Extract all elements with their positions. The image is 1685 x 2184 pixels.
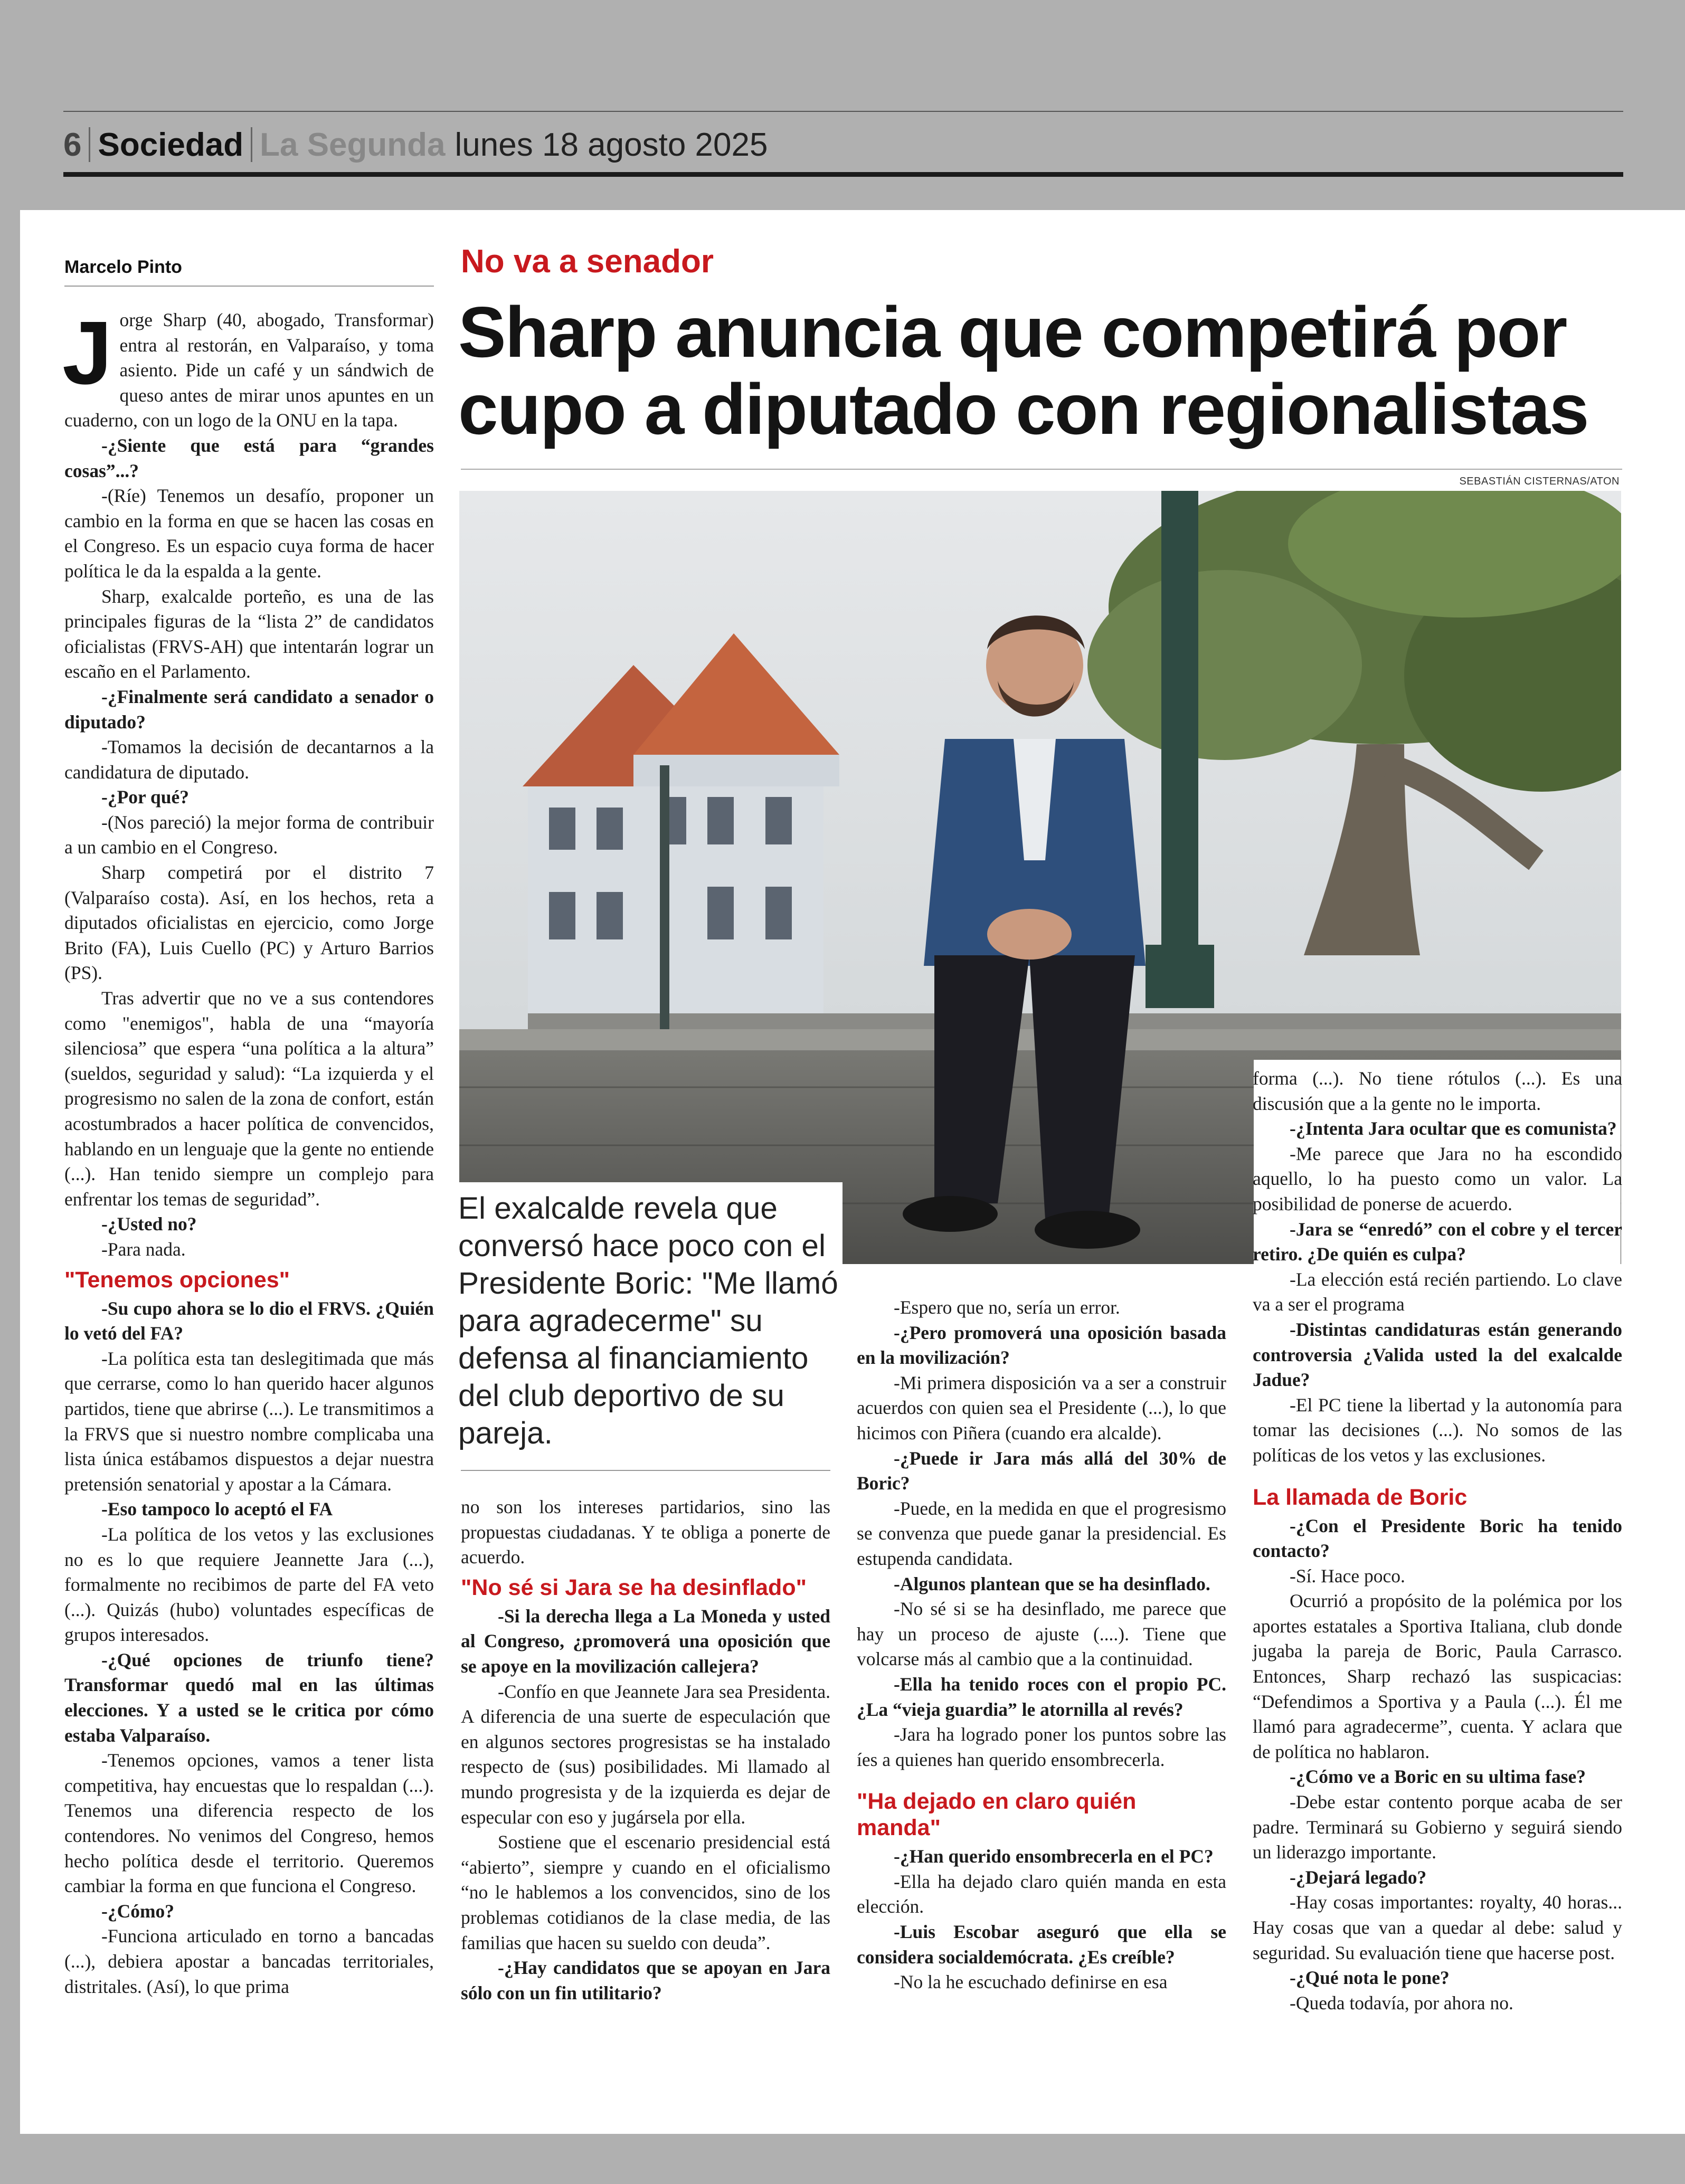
question: -¿Por qué? [101,786,189,808]
header-bottom-rule [63,172,1623,177]
byline-rule [64,286,434,287]
question: -¿Puede ir Jara más allá del 30% de Boric? [857,1447,1226,1494]
header-line [63,118,768,171]
author-byline: Marcelo Pinto [64,257,182,277]
question: -¿Siente que está para “grandes cosas”...? [64,434,434,481]
question: -Luis Escobar aseguró que ella se considera socialdemócrata. ¿Es creíble? [857,1921,1226,1968]
question: -¿Intenta Jara ocultar que es comunista? [1290,1118,1617,1140]
newspaper-name: La Segunda [260,126,446,163]
answer: -La política esta tan deslegitimada que más que cerrarse, como lo han querido hacer algunos partidos, tiene que abrirse (...). Le transmitimos a la FRVS que si nuestro nombre complicaba una lista única estábamos dispuestos a dejar nuestra pretensión senatorial y apostar a la Cámara. [64,1347,434,1495]
text-column-1 [62,303,434,1999]
question: -¿Qué nota le pone? [1290,1967,1450,1989]
page-header [63,103,1623,182]
dropcap-letter: J [62,303,112,403]
paragraph: Ocurrió a propósito de la polémica por los aportes estatales a Sportiva Italiana, club donde jugaba la pareja de Boric, Paula Carrasco. Entonces, Sharp rechazó las suspicacias: “Defendimos a Sportiva y a Paula (...). Él me llamó para agradecerme”, cuenta. Y aclara que de política no hablaron. [1253,1590,1622,1762]
question: -¿Con el Presidente Boric ha tenido contacto? [1253,1515,1622,1562]
question: -Ella ha tenido roces con el propio PC. ¿La “vieja guardia” le atornilla al revés? [857,1673,1226,1720]
question: -Eso tampoco lo aceptó el FA [101,1498,333,1520]
question: -¿Cómo ve a Boric en su ultima fase? [1290,1766,1586,1788]
header-top-rule [63,111,1623,112]
question: -¿Hay candidatos que se apoyan en Jara sólo con un fin utilitario? [461,1957,830,2003]
question: -¿Cómo? [101,1900,175,1922]
headline-rule [461,469,1622,470]
answer: -Me parece que Jara no ha escondido aquello, lo ha puesto como un valor. La posibilidad de ponerse de acuerdo. [1253,1143,1622,1214]
question: -Su cupo ahora se lo dio el FRVS. ¿Quién lo vetó del FA? [64,1297,434,1344]
answer: -(Ríe) Tenemos un desafío, proponer un cambio en la forma en que se hacen las cosas en el Congreso. Es un espacio cuya forma de hacer política le da la espalda a la gente. [64,485,434,582]
answer: -Ella ha dejado claro quién manda en esta elección. [857,1870,1226,1917]
question: -Jara se “enredó” con el cobre y el tercer retiro. ¿De quién es culpa? [1253,1218,1622,1265]
deck-rule [461,1470,830,1471]
answer: -No la he escuchado definirse en esa [894,1971,1168,1993]
answer: -Espero que no, sería un error. [894,1297,1120,1318]
answer: -Sí. Hace poco. [1290,1565,1405,1587]
paragraph: Tras advertir que no ve a sus contendores como "enemigos", habla de una “mayoría silenciosa” que espera “una política a la altura” (sueldos, seguridad y salud): “La izquierda y el progresismo no salen de la zona de confort, están acostumbrados a hacer política de convencidos, hablando en un lenguaje que la gente no entiende (...). Han tenido siempre un complejo para enfrentar los temas de seguridad”. [64,987,434,1210]
article-kicker: No va a senador [461,243,714,280]
answer: forma (...). No tiene rótulos (...). Es una discusión que a la gente no le importa. [1253,1068,1622,1114]
paragraph: orge Sharp (40, abogado, Transformar) entra al restorán, en Valparaíso, y toma asiento. Pide un café y un sándwich de queso antes de mirar unos apuntes en un cuaderno, con un logo de la ONU en la tapa. [64,309,434,431]
article-deck [458,1182,843,1475]
paragraph: Sostiene que el escenario presidencial está “abierto”, siempre y cuando en el oficialismo “no le hablemos a los convencidos, sino de los problemas cotidianos de la clase media, de las familias que hacen su sueldo con deuda”. [461,1831,830,1953]
paragraph: Sharp competirá por el distrito 7 (Valparaíso costa). Así, en los hechos, reta a diputados oficialistas en ejercicio, como Jorge Brito (FA), Luis Cuello (PC) y Arturo Barrios (PS). [64,862,434,984]
page-number: 6 [63,126,82,163]
subheading: La llamada de Boric [1253,1484,1468,1510]
section-name: Sociedad [98,126,244,163]
text-column-4 [1253,1066,1622,2016]
issue-date: lunes 18 agosto 2025 [455,126,768,163]
answer: -Queda todavía, por ahora no. [1290,1992,1513,2014]
header-divider [251,127,252,162]
answer: -El PC tiene la libertad y la autonomía para tomar las decisiones (...). No somos de las políticas de los vetos y las exclusiones. [1253,1394,1622,1466]
question: -¿Han querido ensombrecerla en el PC? [894,1846,1214,1867]
article-headline: Sharp anuncia que competirá por cupo a diputado con regionalistas [458,292,1588,449]
question: -¿Finalmente será candidato a senador o diputado? [64,686,434,733]
answer: -Tenemos opciones, vamos a tener lista competitiva, hay encuestas que lo respaldan (...). Tenemos una diferencia respecto de los contendores. No venimos del Congreso, hemos hecho política desde el territorio. Queremos cambiar la forma en que funciona el Congreso. [64,1750,434,1897]
question: -Algunos plantean que se ha desinflado. [894,1573,1210,1594]
answer: no son los intereses partidarios, sino las propuestas ciudadanas. Y te obliga a ponerte de acuerdo. [461,1496,830,1568]
answer: -Debe estar contento porque acaba de ser padre. Terminará su Gobierno y seguirá siendo un liderazgo importante. [1253,1791,1622,1863]
answer: -La política de los vetos y las exclusiones no es lo que requiere Jeannette Jara (...), formalmente no recibimos de parte del FA veto (...). Quizás (hubo) voluntades específicas de grupos interesados. [64,1523,434,1646]
photo-credit: SEBASTIÁN CISTERNAS/ATON [1459,476,1620,487]
answer: -Jara ha logrado poner los puntos sobre las íes a quienes han querido ensombrecerla. [857,1724,1226,1770]
subheading: "Tenemos opciones" [64,1267,290,1293]
subheading: "Ha dejado en claro quién manda" [857,1789,1137,1841]
text-column-2 [461,1495,830,2006]
paragraph: Sharp, exalcalde porteño, es una de las principales figuras de la “lista 2” de candidatos oficialistas (FRVS-AH) que intentarán lograr un escaño en el Parlamento. [64,585,434,682]
question: -Si la derecha llega a La Moneda y usted al Congreso, ¿promoverá una oposición que se apoye en la movilización callejera? [461,1605,830,1677]
answer: -Funciona articulado en torno a bancadas (...), debiera apostar a bancadas territoriales, distritales. (Así), lo que prima [64,1925,434,1997]
answer: -Hay cosas importantes: royalty, 40 horas... Hay cosas que van a quedar al debe: salud y seguridad. Su evaluación tiene que hacerse post. [1253,1892,1622,1963]
answer: -Confío en que Jeannete Jara sea Presidenta. A diferencia de una suerte de especulación que en algunos sectores progresistas se ha instalado respecto de (sus) posibilidades. Mi llamado al mundo progresista y de la izquierda es dejar de especular con eso y jugársela por ella. [461,1680,830,1828]
subheading: "No sé si Jara se ha desinflado" [461,1574,807,1600]
answer: -La elección está recién partiendo. Lo clave va a ser el programa [1253,1268,1622,1315]
question: -¿Qué opciones de triunfo tiene? Transformar quedó mal en las últimas elecciones. Y a usted se le critica por cómo estaba Valparaíso. [64,1649,434,1746]
question: -¿Pero promoverá una oposición basada en la movilización? [857,1322,1226,1369]
answer: -No sé si se ha desinflado, me parece que hay un proceso de ajuste (....). Tiene que volcarse más al cambio que a la continuidad. [857,1598,1226,1670]
answer: -Tomamos la decisión de decantarnos a la candidatura de diputado. [64,736,434,783]
answer: -Puede, en la medida en que el progresismo se convenza que puede ganar la presidencial. Es estupenda candidata. [857,1497,1226,1569]
answer: -(Nos pareció) la mejor forma de contribuir a un cambio en el Congreso. [64,811,434,858]
question: -¿Usted no? [101,1213,197,1235]
answer: -Para nada. [101,1238,186,1260]
text-column-3 [857,1295,1226,1995]
question: -¿Dejará legado? [1290,1866,1427,1888]
answer: -Mi primera disposición va a ser a construir acuerdos con quien sea el Presidente (...), lo que hicimos con Piñera (cuando era alcalde). [857,1372,1226,1444]
deck-text: El exalcalde revela que conversó hace poco con el Presidente Boric: "Me llamó para agradecerme" su defensa al financiamiento del club deportivo de su pareja. [458,1191,838,1450]
header-divider [89,127,90,162]
question: -Distintas candidaturas están generando controversia ¿Valida usted la del exalcalde Jadue? [1253,1318,1622,1391]
